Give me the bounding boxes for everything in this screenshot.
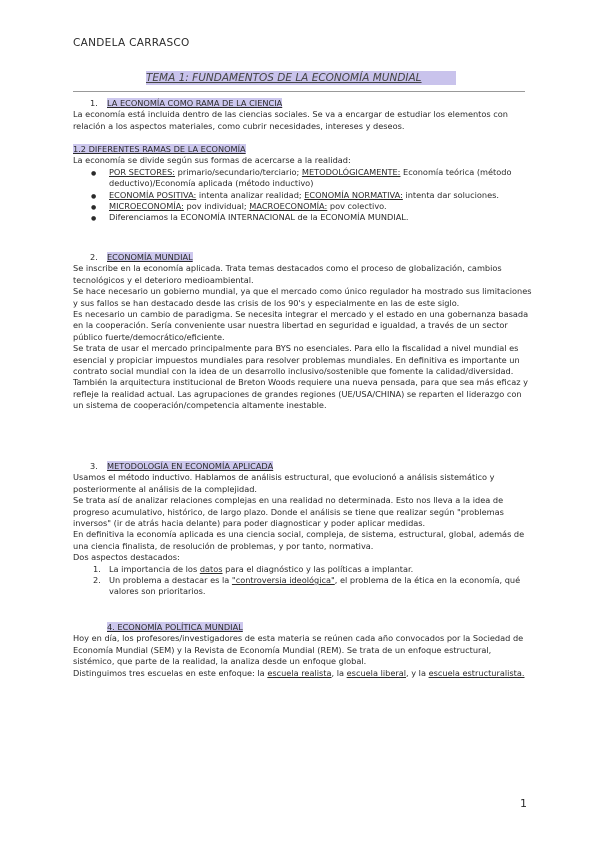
section-4-paragraph: Distinguimos tres escuelas en este enfoque: la escuela realista, la escuela liberal, y la escuela estructuralista. bbox=[73, 667, 525, 678]
section-2-paragraph: Se inscribe en la economía aplicada. Trata temas destacados como el proceso de globalización, cambios tecnológicos y el deterioro medioambiental. bbox=[73, 263, 502, 285]
list-item: 2. Un problema a destacar es la "controversia ideológica", el problema de la ética en la economía, qué valores son prioritarios. bbox=[93, 575, 521, 597]
section-1-paragraph: La economía está incluida dentro de las ciencias sociales. Se va a encargar de estudiar los elementos con relación a los aspectos materiales, como cubrir necesidades, intereses y deseos. bbox=[73, 109, 508, 131]
section-2-paragraph: Se trata de usar el mercado principalmente para BYS no esenciales. Para ello la fiscalidad a nivel mundial es esencial y propiciar impuestos mundiales para resolver problemas mundiales. En definitiva es importante un contrato social mundial con la idea de un desarrollo inclusivo/sostenible que fomente la calidad/diversidad. bbox=[73, 343, 520, 377]
author-name: CANDELA CARRASCO bbox=[73, 37, 190, 49]
section-3-paragraph: Dos aspectos destacados: bbox=[73, 552, 180, 563]
title-divider bbox=[73, 91, 525, 92]
section-2-paragraph: También la arquitectura institucional de Breton Woods requiere una nueva pensada, para que sea más eficaz y refleje la realidad actual. Las agrupaciones de grandes regiones (UE/USA/CHINA) se reparten el liderazgo con un sistema de cooperación/competencia altamente inestable. bbox=[73, 377, 528, 411]
aspects-list bbox=[73, 564, 533, 598]
section-1-heading: LA ECONOMÍA COMO RAMA DE LA CIENCIA bbox=[107, 98, 283, 108]
section-2 bbox=[73, 252, 533, 412]
section-4-heading: 4. ECONOMÍA POLÍTICA MUNDIAL bbox=[107, 622, 243, 632]
section-2-number: 2. bbox=[90, 252, 98, 262]
list-item: 1. La importancia de los datos para el diagnóstico y las políticas a implantar. bbox=[93, 563, 414, 574]
page-title: TEMA 1: FUNDAMENTOS DE LA ECONOMÍA MUNDIAL bbox=[146, 71, 456, 85]
list-item: ● POR SECTORES: primario/secundario/terciario; METODOLÓGICAMENTE: Economía teórica (método deductivo)/Economía aplicada (método inductivo) bbox=[109, 167, 533, 190]
section-1-2-heading: 1.2 DIFERENTES RAMAS DE LA ECONOMÍA bbox=[73, 144, 246, 154]
section-3-paragraph: Se trata así de analizar relaciones complejas en una realidad no determinada. Esto nos lleva a la idea de progreso acumulativo, histórico, de largo plazo. Donde el análisis se tiene que realizar según "problemas inversos" (ir de atrás hacia delante) para poder diagnosticar y poder aplicar medidas. bbox=[73, 495, 504, 529]
section-1-number: 1. bbox=[90, 98, 98, 108]
section-1-2-intro: La economía se divide según sus formas de acercarse a la realidad: bbox=[73, 155, 351, 166]
section-2-paragraph: Es necesario un cambio de paradigma. Se necesita integrar el mercado y el estado en una gobernanza basada en la cooperación. Sería conveniente usar nuestra libertad en seguridad e igualdad, a través de un sector público fuerte/democrático/eficiente. bbox=[73, 309, 529, 342]
list-item: ● Diferenciamos la ECONOMÍA INTERNACIONAL de la ECONOMÍA MUNDIAL. bbox=[109, 212, 533, 223]
branches-list bbox=[73, 167, 533, 224]
list-item: ● MICROECONOMÍA: pov individual; MACROECONOMÍA: pov colectivo. bbox=[109, 201, 533, 212]
section-3-paragraph: Usamos el método inductivo. Hablamos de análisis estructural, que evolucionó a análisis sistemático y posteriormente al análisis de la complejidad. bbox=[73, 472, 495, 494]
section-2-paragraph: Se hace necesario un gobierno mundial, ya que el mercado como único regulador ha mostrado sus limitaciones y sus fallos se han destacado desde las crisis de los 90's y especialmente en las de este siglo. bbox=[73, 286, 532, 308]
section-3 bbox=[73, 461, 533, 598]
section-1 bbox=[73, 98, 533, 132]
section-4 bbox=[73, 622, 533, 679]
section-3-paragraph: En definitiva la economía aplicada es una ciencia social, compleja, de sistema, estructural, global, además de una ciencia finalista, de resolución de problemas, y por tanto, normativa. bbox=[73, 529, 525, 551]
page-number: 1 bbox=[520, 797, 527, 810]
section-3-heading: METODOLOGÍA EN ECONOMÍA APLICADA bbox=[107, 461, 274, 471]
section-2-heading: ECONOMÍA MUNDIAL bbox=[107, 252, 193, 262]
section-4-paragraph: Hoy en día, los profesores/investigadores de esta materia se reúnen cada año convocados por la Sociedad de Economía Mundial (SEM) y la Revista de Economía Mundial (REM). Se trata de un enfoque estructural, sistémico, que parte de la realidad, la analiza desde un enfoque global. bbox=[73, 633, 524, 667]
list-item: ● ECONOMÍA POSITIVA: intenta analizar realidad; ECONOMÍA NORMATIVA: intenta dar soluciones. bbox=[109, 190, 533, 201]
section-1-2 bbox=[73, 144, 533, 224]
section-3-number: 3. bbox=[90, 461, 98, 471]
